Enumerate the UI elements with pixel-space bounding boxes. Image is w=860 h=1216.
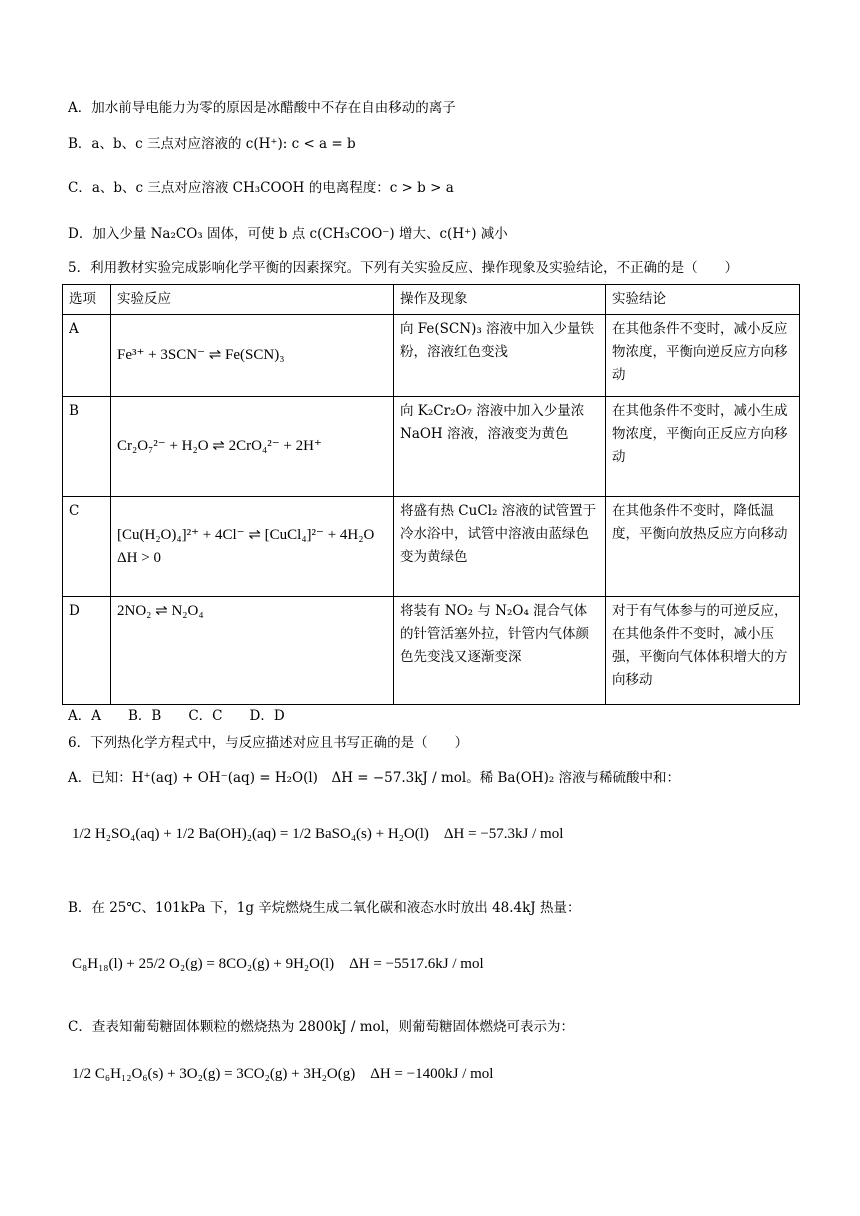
row-option: B	[63, 397, 111, 497]
header-option: 选项	[63, 285, 111, 315]
row-conclusion: 对于有气体参与的可逆反应，在其他条件不变时，减小压强，平衡向气体体积增大的方向移动	[606, 597, 800, 705]
q6-option-c-equation: 1/2 C₆H₁₂O₆(s) + 3O₂(g) = 3CO₂(g) + 3H₂O(g) ΔH = −1400kJ / mol	[72, 1066, 494, 1082]
row-operation: 向 K₂Cr₂O₇ 溶液中加入少量浓 NaOH 溶液，溶液变为黄色	[394, 397, 606, 497]
table-header-row	[63, 285, 800, 315]
row-conclusion: 在其他条件不变时，减小反应物浓度，平衡向逆反应方向移动	[606, 315, 800, 397]
q4-option-a: A．加水前导电能力为零的原因是冰醋酸中不存在自由移动的离子	[68, 100, 456, 116]
header-operation: 操作及现象	[394, 285, 606, 315]
q5-stem: 5．利用教材实验完成影响化学平衡的因素探究。下列有关实验反应、操作现象及实验结论，不正确的是（ ）	[68, 260, 739, 276]
row-conclusion: 在其他条件不变时，降低温度，平衡向放热反应方向移动	[606, 497, 800, 597]
row-operation: 将装有 NO₂ 与 N₂O₄ 混合气体的针管活塞外拉，针管内气体颜色先变浅又逐渐变深	[394, 597, 606, 705]
q6-option-b-text: B．在 25℃、101kPa 下，1g 辛烷燃烧生成二氧化碳和液态水时放出 48.4kJ 热量：	[68, 900, 581, 916]
q6-option-a-text: A．已知：H⁺(aq) + OH⁻(aq) = H₂O(l) ΔH = −57.3kJ / mol。稀 Ba(OH)₂ 溶液与稀硫酸中和：	[68, 770, 681, 786]
row-reaction: Fe³⁺ + 3SCN⁻ ⇌ Fe(SCN)₃	[111, 315, 394, 397]
q6-option-c-text: C．查表知葡萄糖固体颗粒的燃烧热为 2800kJ / mol，则葡萄糖固体燃烧可表示为：	[68, 1019, 574, 1035]
header-conclusion: 实验结论	[606, 285, 800, 315]
table-row	[63, 315, 800, 397]
row-reaction: Cr₂O₇²⁻ + H₂O ⇌ 2CrO₄²⁻ + 2H⁺	[111, 397, 394, 497]
experiment-table	[62, 284, 800, 705]
row-operation: 将盛有热 CuCl₂ 溶液的试管置于冷水浴中，试管中溶液由蓝绿色变为黄绿色	[394, 497, 606, 597]
header-reaction: 实验反应	[111, 285, 394, 315]
q4-option-b: B．a、b、c 三点对应溶液的 c(H⁺): c < a = b	[68, 136, 356, 152]
row-conclusion: 在其他条件不变时，减小生成物浓度，平衡向正反应方向移动	[606, 397, 800, 497]
table-row	[63, 597, 800, 705]
q4-option-c: C．a、b、c 三点对应溶液 CH₃COOH 的电离程度：c > b > a	[68, 180, 454, 196]
q6-option-a-equation: 1/2 H₂SO₄(aq) + 1/2 Ba(OH)₂(aq) = 1/2 BaSO₄(s) + H₂O(l) ΔH = −57.3kJ / mol	[72, 826, 564, 842]
row-option: D	[63, 597, 111, 705]
row-option: A	[63, 315, 111, 397]
row-option: C	[63, 497, 111, 597]
table-row	[63, 497, 800, 597]
q5-answer-choices: A．A B．B C．C D．D	[68, 708, 285, 724]
row-operation: 向 Fe(SCN)₃ 溶液中加入少量铁粉，溶液红色变浅	[394, 315, 606, 397]
table-row	[63, 397, 800, 497]
q4-option-d: D．加入少量 Na₂CO₃ 固体，可使 b 点 c(CH₃COO⁻) 增大、c(H⁺) 减小	[68, 226, 508, 242]
row-reaction: 2NO₂ ⇌ N₂O₄	[111, 597, 394, 705]
row-reaction: [Cu(H₂O)₄]²⁺ + 4Cl⁻ ⇌ [CuCl₄]²⁻ + 4H₂O ΔH > 0	[111, 497, 394, 597]
q6-option-b-equation: C₈H₁₈(l) + 25/2 O₂(g) = 8CO₂(g) + 9H₂O(l) ΔH = −5517.6kJ / mol	[72, 956, 484, 972]
q6-stem: 6．下列热化学方程式中，与反应描述对应且书写正确的是（ ）	[68, 735, 469, 751]
